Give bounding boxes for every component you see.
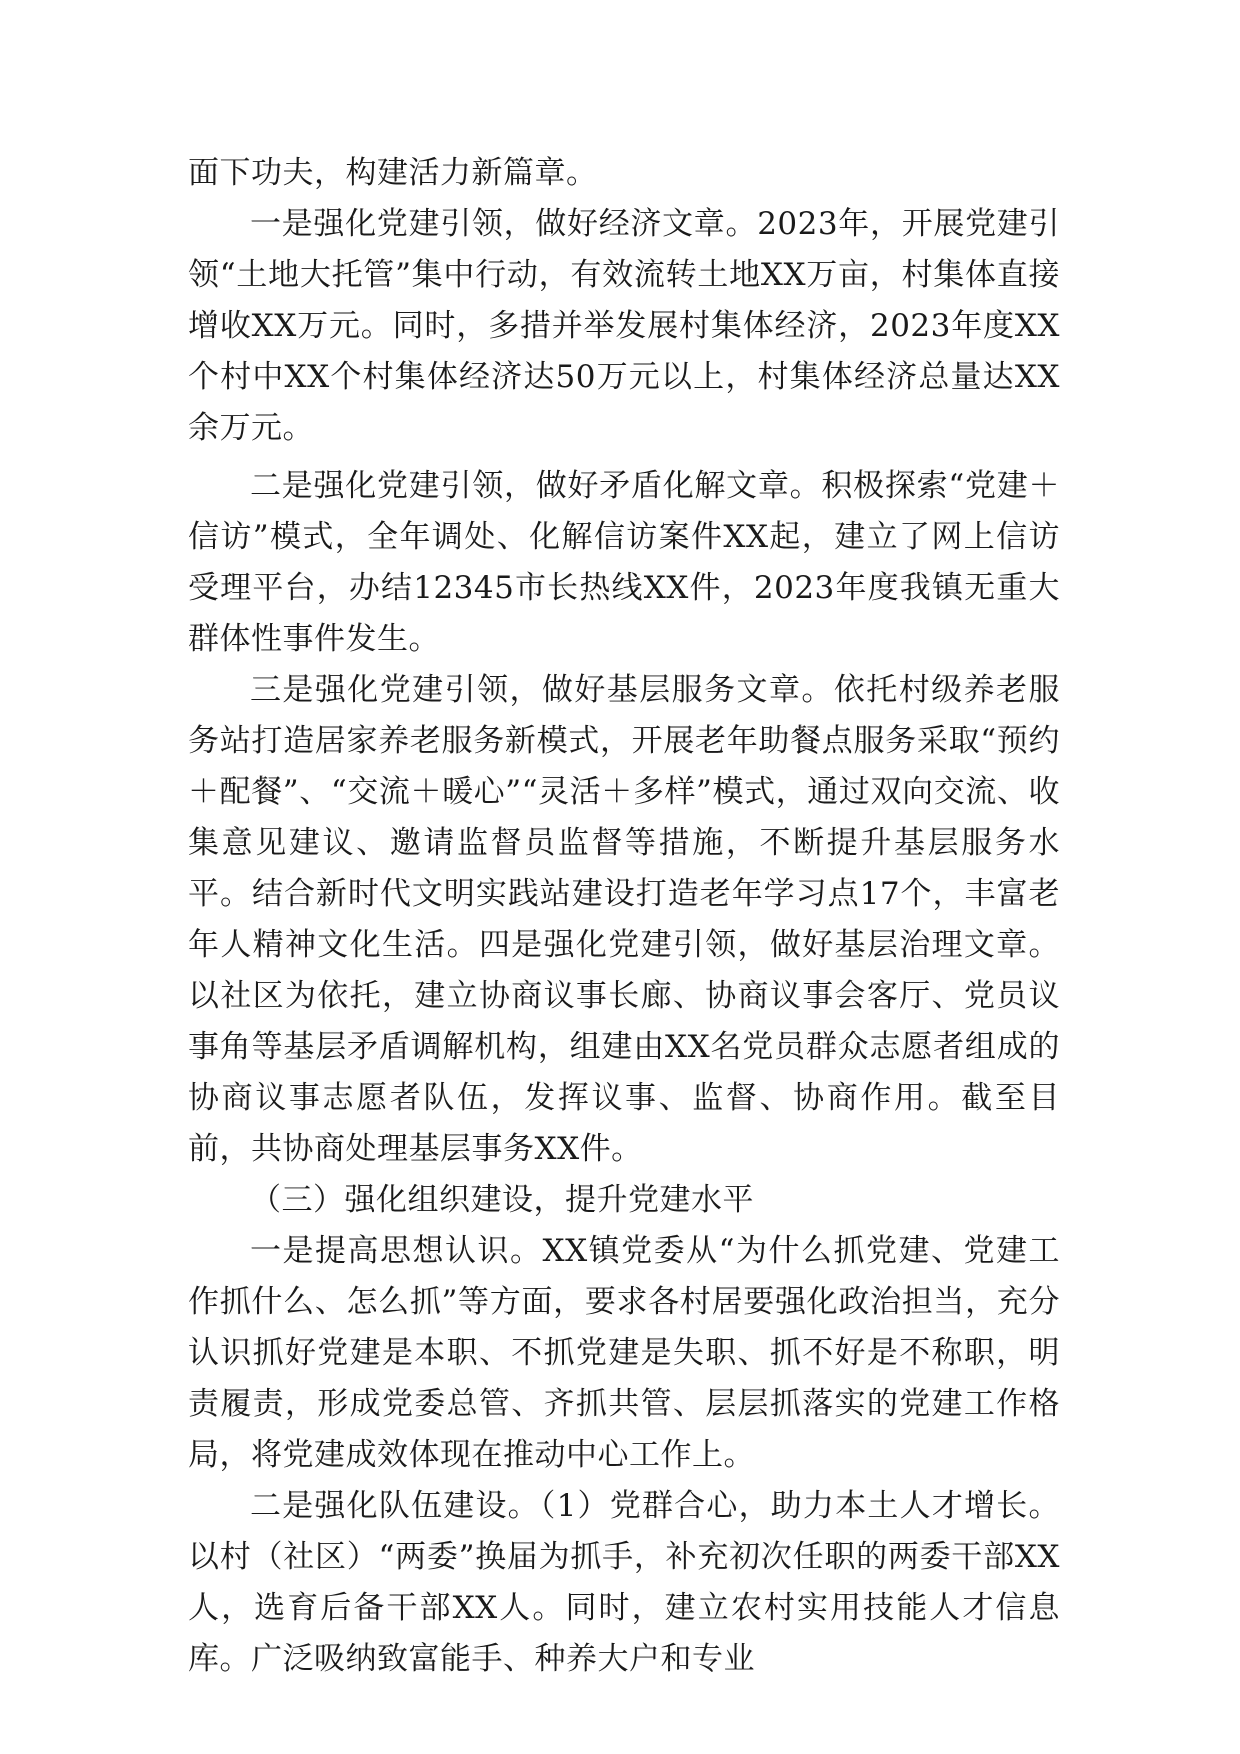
paragraph-team-building: 二是强化队伍建设。（1）党群合心，助力本土人才增长。以村（社区）“两委”换届为抓手，补充初次任职的两委干部XX人，选育后备干部XX人。同时，建立农村实用技能人才信息库。广泛吸纳致富能手、种养大户和专业 [188, 1488, 1060, 1677]
document-page [188, 148, 1060, 1685]
section-heading: （三）强化组织建设，提升党建水平 [250, 1182, 754, 1218]
paragraph-continuation: 面下功夫，构建活力新篇章。 [188, 155, 598, 191]
paragraph-economy: 一是强化党建引领，做好经济文章。2023年，开展党建引领“土地大托管”集中行动，有效流转土地XX万亩，村集体直接增收XX万元。同时，多措并举发展村集体经济，2023年度XX个村中XX个村集体经济达50万元以上，村集体经济总量达XX余万元。 [188, 206, 1060, 446]
paragraph-grassroots-service: 三是强化党建引领，做好基层服务文章。依托村级养老服务站打造居家养老服务新模式，开展老年助餐点服务采取“预约＋配餐”、“交流＋暖心”“灵活＋多样”模式，通过双向交流、收集意见建议、邀请监督员监督等措施，不断提升基层服务水平。结合新时代文明实践站建设打造老年学习点17个，丰富老年人精神文化生活。四是强化党建引领，做好基层治理文章。以社区为依托，建立协商议事长廊、协商议事会客厅、党员议事角等基层矛盾调解机构，组建由XX名党员群众志愿者组成的协商议事志愿者队伍，发挥议事、监督、协商作用。截至目前，共协商处理基层事务XX件。 [188, 672, 1060, 1167]
paragraph-conflict-resolution: 二是强化党建引领，做好矛盾化解文章。积极探索“党建＋信访”模式，全年调处、化解信访案件XX起，建立了网上信访受理平台，办结12345市长热线XX件，2023年度我镇无重大群体性事件发生。 [188, 468, 1060, 657]
paragraph-ideology: 一是提高思想认识。XX镇党委从“为什么抓党建、党建工作抓什么、怎么抓”等方面，要求各村居要强化政治担当，充分认识抓好党建是本职、不抓党建是失职、抓不好是不称职，明责履责，形成党委总管、齐抓共管、层层抓落实的党建工作格局，将党建成效体现在推动中心工作上。 [188, 1233, 1060, 1473]
